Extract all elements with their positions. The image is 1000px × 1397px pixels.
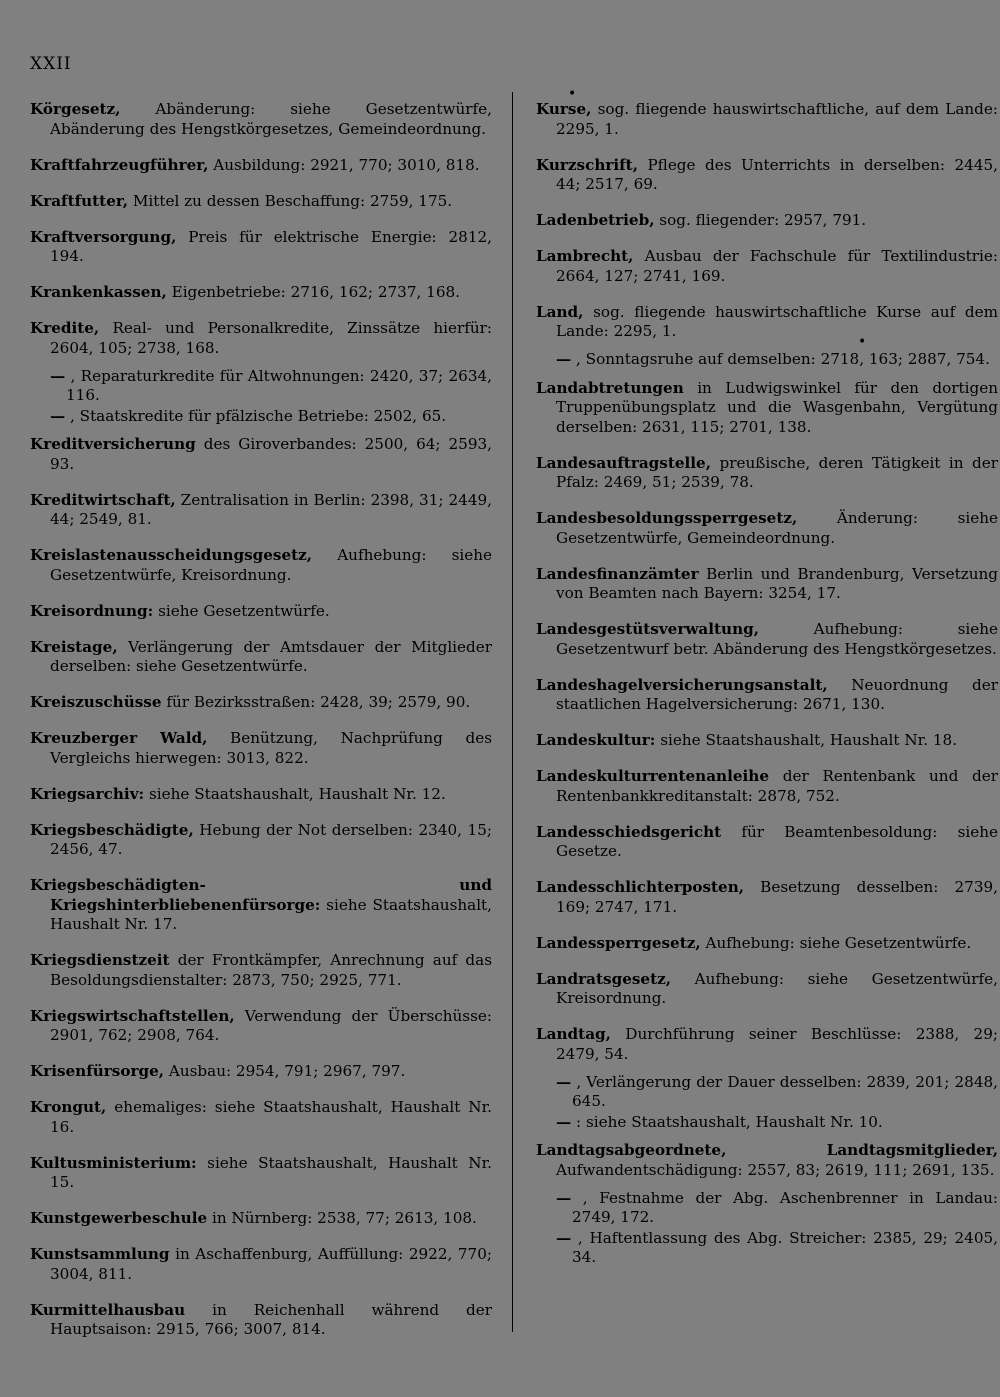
entry-headword: Landabtretungen [536,378,684,397]
index-entry [30,1007,492,1046]
index-entry [30,156,492,176]
entry-text: Aufhebung: siehe Gesetzentwürfe, Kreisordnung. [50,546,492,584]
entry-text: Aufhebung: siehe Gesetzentwürfe, Kreisordnung. [556,969,998,1007]
index-entry [30,951,492,990]
entry-text: Abänderung: siehe Gesetzentwürfe, Abänderung des Hengstkörgesetzes, Gemeindeordnung. [50,100,492,138]
entry-text: Mittel zu dessen Beschaffung: 2759, 175. [128,191,453,210]
entry-headword: Kriegswirtschaftstellen, [30,1006,235,1025]
index-entry [30,1209,492,1229]
index-entry [30,1062,492,1082]
entry-text: Real- und Personalkredite, Zinssätze hierfür: 2604, 105; 2738, 168. [50,319,492,357]
entry-headword: Körgesetz, [30,100,121,118]
entry-text: : siehe Staatshaushalt, Haushalt Nr. 10. [571,1112,883,1131]
entry-text: Berlin und Brandenburg, Versetzung von Beamten nach Bayern: 3254, 17. [556,564,998,602]
index-entry [536,247,998,286]
entry-text: , Verlängerung der Dauer desselben: 2839, 201; 2848, 645. [571,1072,998,1110]
entry-text: siehe Staatshaushalt, Haushalt Nr. 15. [50,1153,492,1191]
speck: • [858,334,867,350]
index-entry [30,546,492,585]
entry-headword: Landesgestütsverwaltung, [536,620,760,638]
index-entry [30,228,492,267]
index-entry [30,435,492,474]
index-entry [30,1154,492,1193]
entry-headword: Ladenbetrieb, [536,211,655,229]
index-entry [30,638,492,677]
entry-headword: Kreditwirtschaft, [30,490,176,509]
entry-text: Ausbildung: 2921, 770; 3010, 818. [208,155,480,174]
entry-text: siehe Staatshaushalt, Haushalt Nr. 18. [655,731,958,749]
index-entry [30,602,492,622]
entry-headword: — [50,406,66,425]
entry-headword: Krongut, [30,1098,107,1116]
index-column-right [536,100,998,1277]
index-entry [30,729,492,768]
index-entry [536,731,998,751]
index-entry [536,509,998,548]
entry-text: für Bezirksstraßen: 2428, 39; 2579, 90. [161,693,471,711]
entry-headword: Kreiszuschüsse [30,693,162,711]
index-entry [30,100,492,139]
entry-headword: Kunstgewerbeschule [30,1209,208,1227]
entry-headword: Kraftfutter, [30,191,129,210]
entry-text: Besetzung desselben: 2739, 169; 2747, 171. [556,878,998,916]
entry-headword: Kredite, [30,319,100,337]
index-subentry [536,350,998,370]
entry-text: des Giroverbandes: 2500, 64; 2593, 93. [50,435,492,473]
entry-headword: Landratsgesetz, [536,969,672,988]
index-subentry [536,1113,998,1133]
entry-text: Änderung: siehe Gesetzentwürfe, Gemeindeordnung. [556,509,998,547]
entry-headword: — [556,1112,572,1131]
entry-text: Preis für elektrische Energie: 2812, 194. [50,227,492,265]
entry-headword: Landtagsabgeordnete, Landtagsmitglieder, [536,1141,998,1159]
index-subentry [536,1229,998,1268]
entry-text: Durchführung seiner Beschlüsse: 2388, 29; 2479, 54. [556,1025,998,1063]
entry-text: Aufhebung: siehe Gesetzentwurf betr. Abänderung des Hengstkörgesetzes. [556,620,998,658]
entry-text: der Frontkämpfer, Anrechnung auf das Besoldungsdienstalter: 2873, 750; 2925, 771. [50,951,492,989]
entry-headword: — [556,1072,572,1091]
entry-text: , Sonntagsruhe auf demselben: 2718, 163; 2887, 754. [571,350,990,368]
entry-text: Eigenbetriebe: 2716, 162; 2737, 168. [166,283,460,301]
entry-text: Zentralisation in Berlin: 2398, 31; 2449, 44; 2549, 81. [50,490,492,528]
entry-headword: Landeshagelversicherungsanstalt, [536,675,828,694]
entry-text: siehe Staatshaushalt, Haushalt Nr. 12. [144,784,446,803]
index-subentry [30,407,492,427]
entry-headword: Kriegsarchiv: [30,784,145,803]
index-entry [536,379,998,438]
entry-headword: Kunstsammlung [30,1245,170,1263]
entry-text: preußische, deren Tätigkeit in der Pfalz: 2469, 51; 2539, 78. [556,453,998,491]
entry-headword: Kraftfahrzeugführer, [30,155,209,174]
entry-headword: Landessperrgesetz, [536,933,701,952]
index-entry [536,767,998,806]
entry-headword: Kraftversorgung, [30,227,177,246]
entry-text: Hebung der Not derselben: 2340, 15; 2456, 47. [50,820,492,858]
entry-text: Ausbau: 2954, 791; 2967, 797. [164,1062,406,1080]
index-column-left [30,100,492,1356]
entry-headword: — [556,1228,572,1247]
entry-headword: Kriegsbeschädigten- und Kriegshinterbliebenenfürsorge: [30,876,492,914]
index-entry [30,821,492,860]
entry-headword: Kurse, [536,100,592,118]
entry-headword: Kreisordnung: [30,601,154,620]
index-entry [30,1098,492,1137]
entry-headword: Landesschlichterposten, [536,878,745,896]
index-entry [536,620,998,659]
entry-text: Aufhebung: siehe Gesetzentwürfe. [700,933,972,952]
entry-text: in Aschaffenburg, Auffüllung: 2922, 770; 3004, 811. [50,1245,492,1283]
entry-text: , Reparaturkredite für Altwohnungen: 2420, 37; 2634, 116. [65,366,492,404]
entry-headword: Landeskulturrentenanleihe [536,767,770,785]
entry-headword: Kreditversicherung [30,435,196,453]
page-number: XXII [30,54,72,74]
entry-headword: Landesbesoldungssperrgesetz, [536,509,798,527]
entry-headword: Kreuzberger Wald, [30,729,208,747]
entry-headword: Landesauftragstelle, [536,453,712,472]
entry-headword: — [556,350,572,368]
index-entry [30,491,492,530]
entry-headword: Land, [536,302,584,321]
entry-headword: Landesfinanzämter [536,564,699,583]
entry-text: Ausbau der Fachschule für Textilindustrie: 2664, 127; 2741, 169. [556,247,998,285]
index-entry [536,211,998,231]
entry-text: der Rentenbank und der Rentenbankkreditanstalt: 2878, 752. [556,767,998,805]
entry-text: sog. fliegende hauswirtschaftliche, auf dem Lande: 2295, 1. [556,100,998,138]
index-entry [536,100,998,139]
entry-headword: Landeskultur: [536,731,656,749]
index-entry [536,303,998,342]
index-entry [536,156,998,195]
index-entry [536,454,998,493]
index-entry [536,565,998,604]
entry-text: für Beamtenbesoldung: siehe Gesetze. [556,822,998,860]
entry-text: Benützung, Nachprüfung des Vergleichs hierwegen: 3013, 822. [50,729,493,767]
entry-text: , Haftentlassung des Abg. Streicher: 2385, 29; 2405, 34. [571,1228,998,1266]
entry-headword: Kurzschrift, [536,155,638,174]
index-entry [30,1301,492,1340]
index-entry [536,878,998,917]
entry-headword: Lambrecht, [536,247,634,265]
index-entry [536,934,998,954]
entry-text: in Nürnberg: 2538, 77; 2613, 108. [207,1209,477,1227]
index-subentry [536,1189,998,1228]
entry-text: Verwendung der Überschüsse: 2901, 762; 2908, 764. [50,1006,492,1044]
entry-text: , Festnahme der Abg. Aschenbrenner in Landau: 2749, 172. [571,1188,998,1226]
entry-headword: Kreistage, [30,637,118,656]
index-entry [30,785,492,805]
index-entry [30,283,492,303]
entry-text: sog. fliegende hauswirtschaftliche Kurse auf dem Lande: 2295, 1. [556,302,998,340]
index-entry [30,319,492,358]
entry-text: ehemaliges: siehe Staatshaushalt, Haushalt Nr. 16. [50,1098,492,1136]
entry-headword: Kultusministerium: [30,1153,197,1172]
entry-text: Verlängerung der Amtsdauer der Mitglieder derselben: siehe Gesetzentwürfe. [50,637,492,675]
index-entry [536,1141,998,1180]
entry-text: Neuordnung der staatlichen Hagelversicherung: 2671, 130. [556,675,998,713]
entry-headword: Kriegsbeschädigte, [30,820,194,839]
entry-text: siehe Staatshaushalt, Haushalt Nr. 17. [50,895,492,933]
entry-text: Pflege des Unterrichts in derselben: 2445, 44; 2517, 69. [556,155,998,193]
index-entry [536,676,998,715]
entry-text: , Staatskredite für pfälzische Betriebe: 2502, 65. [65,406,447,425]
entry-headword: Kreislastenausscheidungsgesetz, [30,546,313,564]
index-subentry [30,367,492,406]
index-entry [536,823,998,862]
entry-text: siehe Gesetzentwürfe. [153,601,330,620]
index-entry [536,1025,998,1064]
index-entry [30,1245,492,1284]
entry-headword: Krankenkassen, [30,283,167,301]
entry-headword: — [556,1188,572,1207]
index-entry [30,876,492,935]
entry-text: sog. fliegender: 2957, 791. [654,211,867,229]
entry-headword: Kriegsdienstzeit [30,951,170,969]
entry-headword: Krisenfürsorge, [30,1062,165,1080]
index-entry [30,693,492,713]
column-divider [512,92,513,1332]
index-entry [30,192,492,212]
entry-headword: Kurmittelhausbau [30,1300,186,1319]
entry-text: in Reichenhall während der Hauptsaison: 2915, 766; 3007, 814. [50,1300,492,1338]
index-entry [536,970,998,1009]
speck: • [568,86,577,102]
entry-text: Aufwandentschädigung: 2557, 83; 2619, 111; 2691, 135. [556,1160,995,1179]
entry-headword: Landesschiedsgericht [536,822,722,841]
entry-text: in Ludwigswinkel für den dortigen Truppenübungsplatz und die Wasgenbahn, Vergütung derselben: 2631, 115; 2701, 138. [556,378,998,436]
entry-headword: — [50,366,66,385]
index-subentry [536,1073,998,1112]
entry-headword: Landtag, [536,1025,611,1043]
